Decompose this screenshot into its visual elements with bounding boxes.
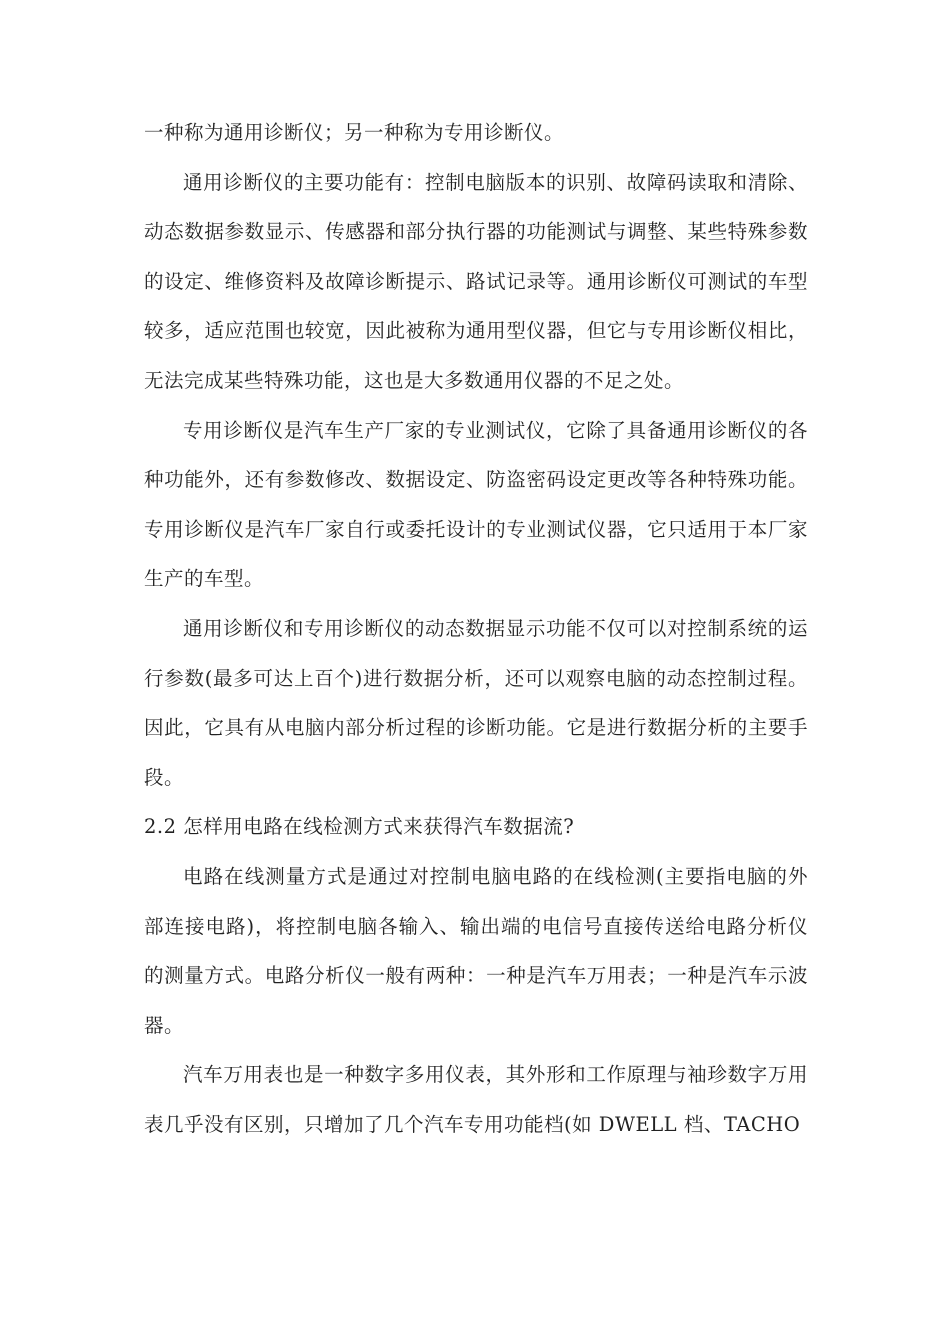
paragraph-5: 电路在线测量方式是通过对控制电脑电路的在线检测(主要指电脑的外部连接电路)，将控制电脑各输入、输出端的电信号直接传送给电路分析仪的测量方式。电路分析仪一般有两种：一种是汽车万用表；一种是汽车示波器。 [144, 864, 808, 1037]
paragraph-2: 通用诊断仪的主要功能有：控制电脑版本的识别、故障码读取和清除、动态数据参数显示、传感器和部分执行器的功能测试与调整、某些特殊参数的设定、维修资料及故障诊断提示、路试记录等。通用诊断仪可测试的车型较多，适应范围也较宽，因此被称为通用型仪器，但它与专用诊断仪相比，无法完成某些特殊功能，这也是大多数通用仪器的不足之处。 [144, 170, 808, 392]
section-heading: 2.2 怎样用电路在线检测方式来获得汽车数据流? [144, 815, 575, 839]
paragraph-4: 通用诊断仪和专用诊断仪的动态数据显示功能不仅可以对控制系统的运行参数(最多可达上百个)进行数据分析，还可以观察电脑的动态控制过程。因此，它具有从电脑内部分析过程的诊断功能。它是进行数据分析的主要手段。 [144, 616, 808, 789]
document-page [144, 108, 808, 1149]
paragraph-6: 汽车万用表也是一种数字多用仪表，其外形和工作原理与袖珍数字万用表几乎没有区别，只增加了几个汽车专用功能档(如 DWELL 档、TACHO [144, 1063, 808, 1136]
paragraph-1: 一种称为通用诊断仪；另一种称为专用诊断仪。 [144, 121, 565, 144]
paragraph-3: 专用诊断仪是汽车生产厂家的专业测试仪，它除了具备通用诊断仪的各种功能外，还有参数修改、数据设定、防盗密码设定更改等各种特殊功能。专用诊断仪是汽车厂家自行或委托设计的专业测试仪器，它只适用于本厂家生产的车型。 [144, 418, 808, 591]
